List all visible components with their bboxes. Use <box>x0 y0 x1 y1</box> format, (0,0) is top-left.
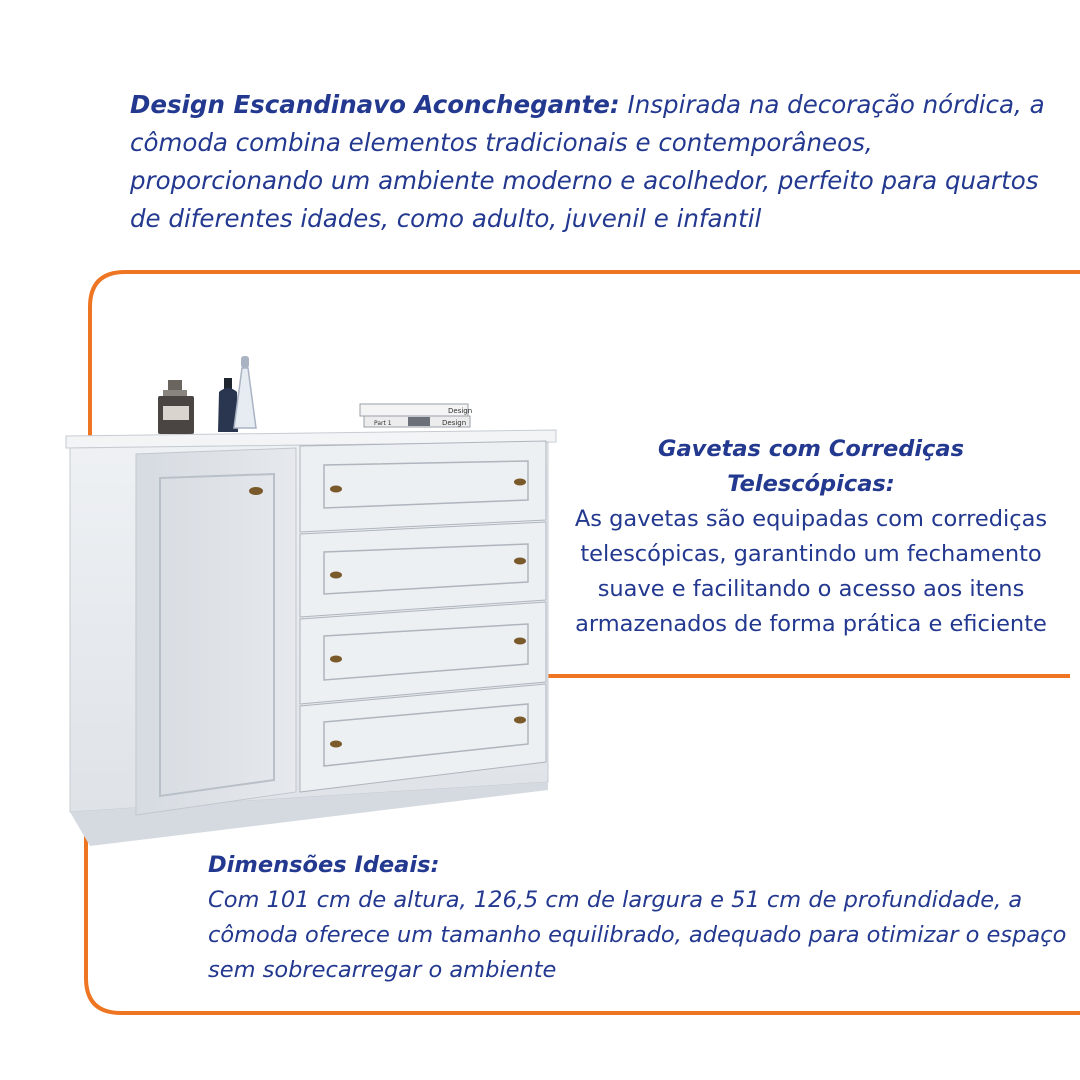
intro-title: Design Escandinavo Aconchegante: <box>130 90 620 119</box>
perfume-bottle-3 <box>234 356 256 428</box>
dimensions-title: Dimensões Ideais: <box>208 852 440 878</box>
dimensions-feature <box>208 848 1068 988</box>
drawers-title: Gavetas com Corrediças Telescópicas: <box>658 436 964 497</box>
perfume-bottle-1 <box>158 380 194 434</box>
dimensions-text: Com 101 cm de altura, 126,5 cm de largura e 51 cm de profundidade, a cômoda oferece um tamanho equilibrado, adequado para otimizar o espaço sem sobrecarregar o ambiente <box>208 887 1067 983</box>
book-label-bottom: Design <box>442 419 467 427</box>
drawer-1 <box>300 441 546 532</box>
intro-paragraph <box>130 86 1065 238</box>
drawers-text: As gavetas são equipadas com corrediças telescópicas, garantindo um fechamento suave e facilitando o acesso aos itens armazenados de forma prática e eficiente <box>574 506 1048 637</box>
book-label-mid: Part 1 <box>374 420 392 427</box>
drawers-feature <box>572 432 1050 642</box>
intro-text: Inspirada na decoração nórdica, a cômoda combina elementos tradicionais e contemporâneos, proporcionando um ambiente moderno e acolhedor, perfeito para quartos de diferentes idades, como adulto, juvenil e infantil <box>130 90 1045 233</box>
book-stack <box>360 404 472 427</box>
drawer-2 <box>300 522 546 617</box>
dresser-illustration <box>60 350 560 850</box>
book-label-top: Design <box>448 407 473 415</box>
door-knob <box>249 487 263 495</box>
